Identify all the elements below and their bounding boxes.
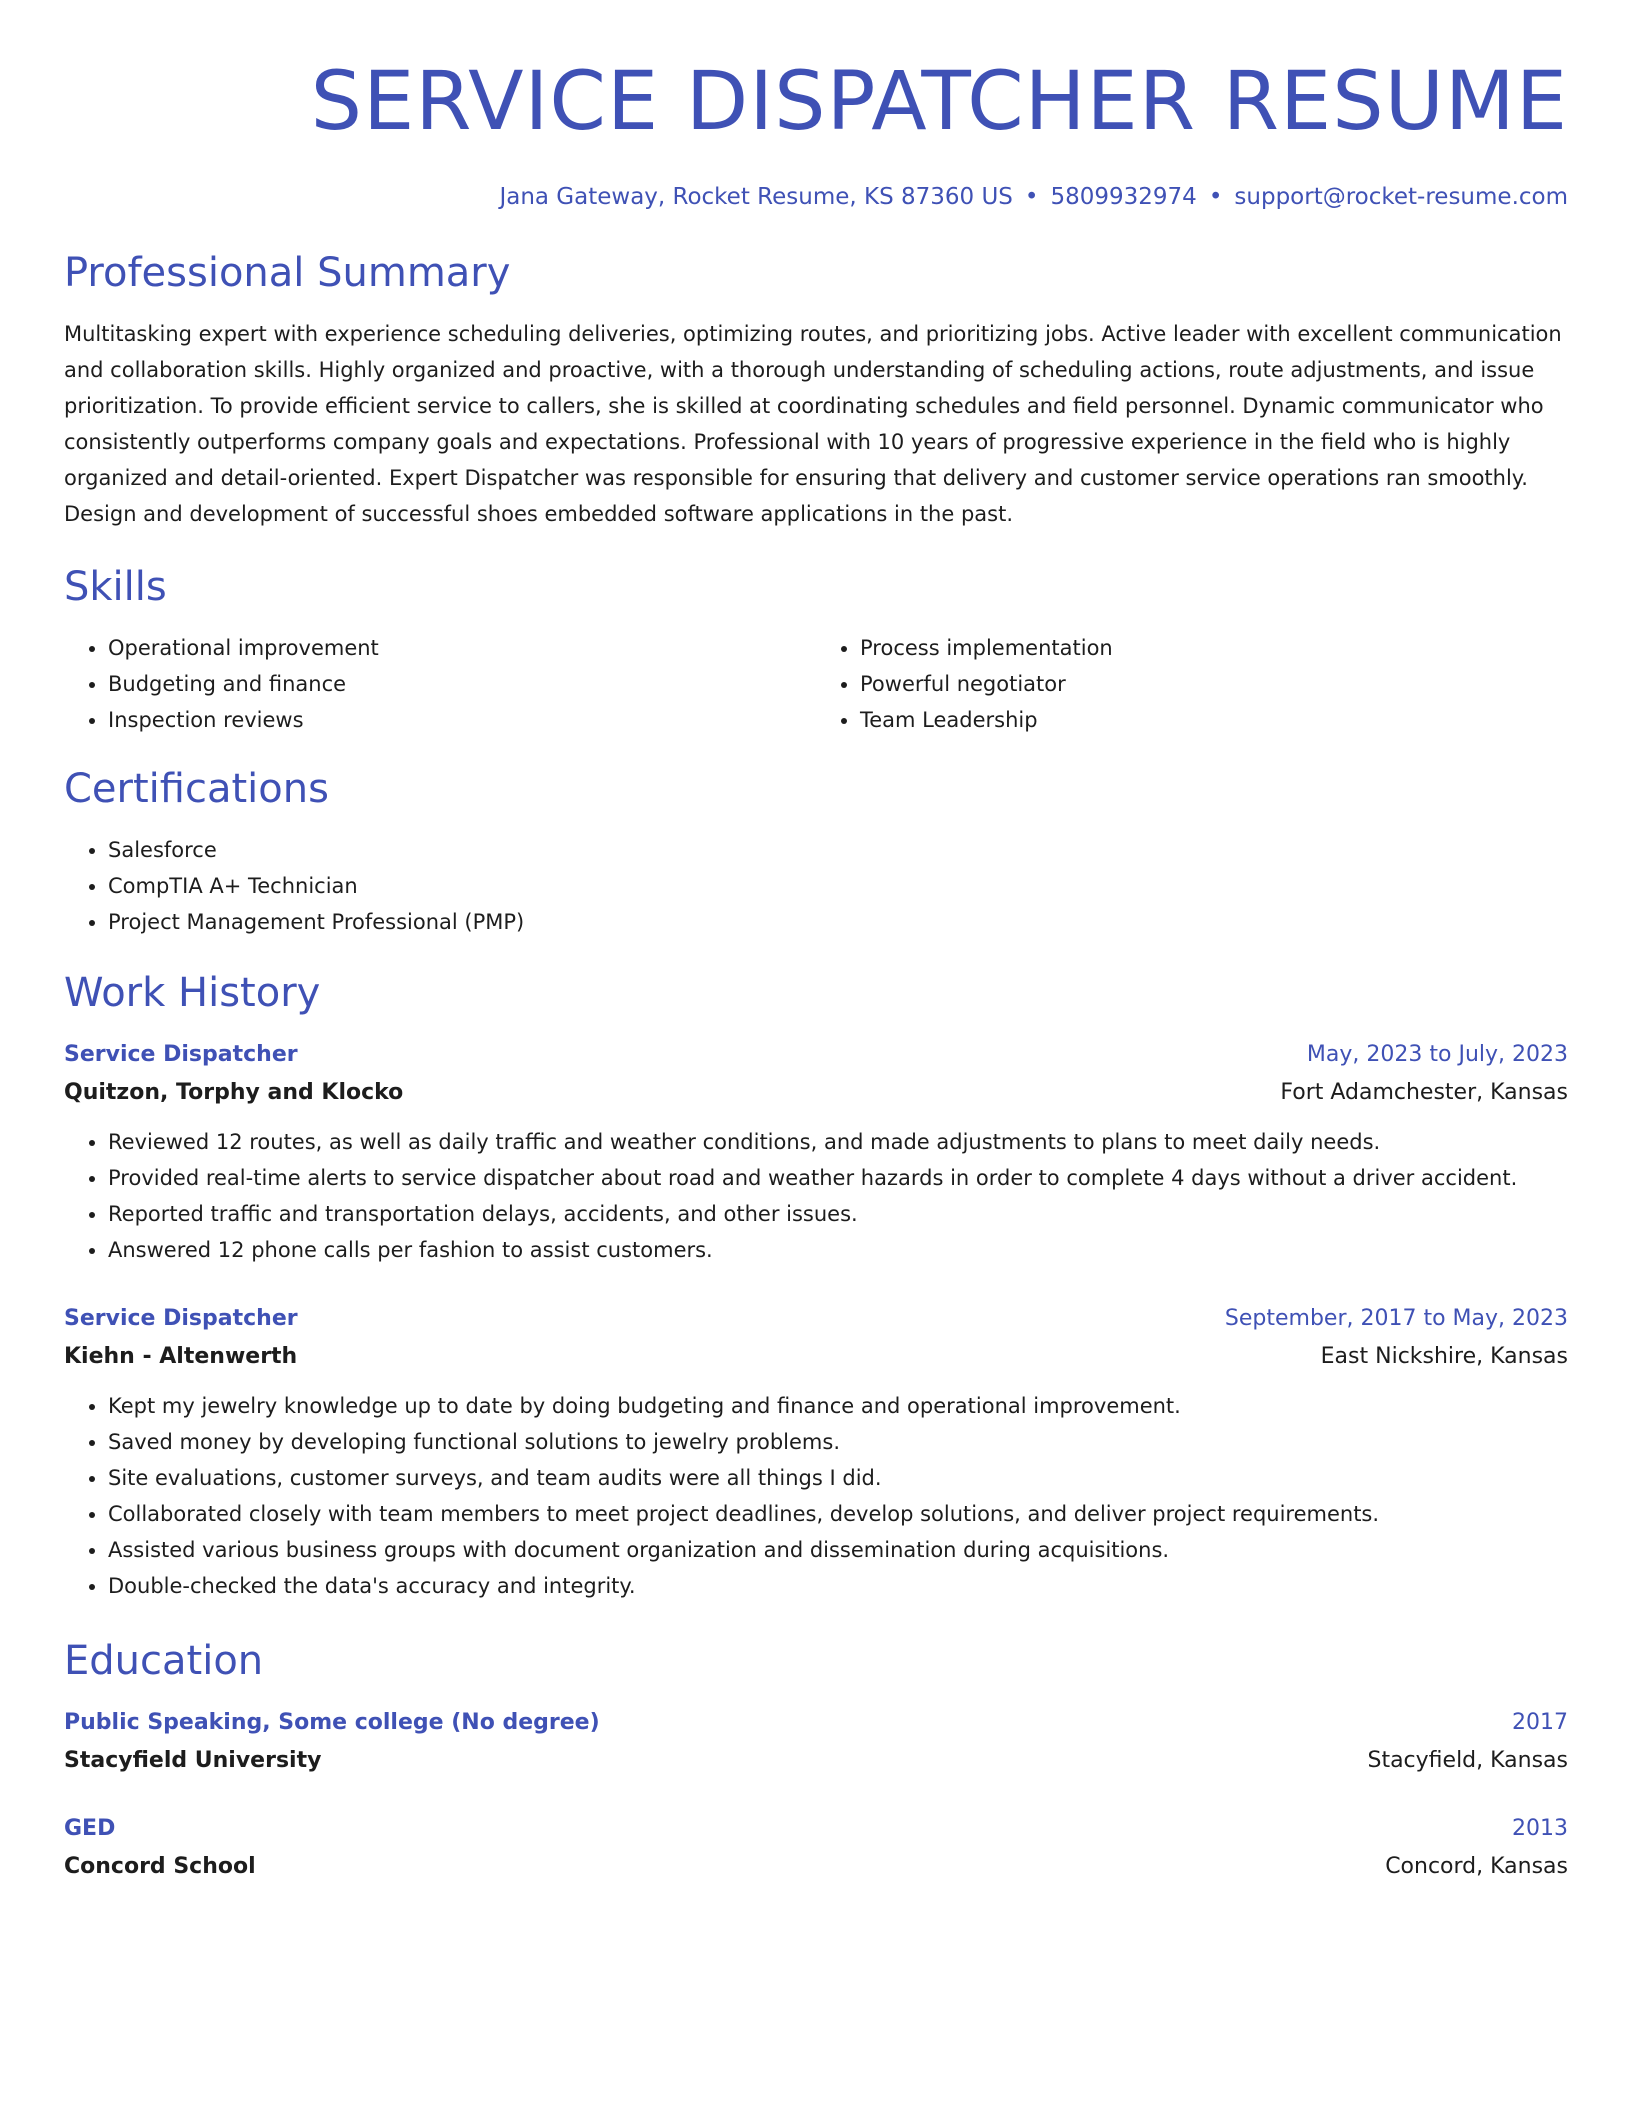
job-detail-item: • Double-checked the data's accuracy and integrity. [108, 1568, 1568, 1604]
job-company-row [64, 1338, 1568, 1376]
skill-item: • Team Leadership [860, 702, 1568, 738]
job-header-row [64, 1300, 1568, 1338]
education-heading: Education [64, 1638, 264, 1684]
skill-item: • Budgeting and finance [108, 666, 816, 702]
contact-line [64, 180, 1568, 214]
education-location: Concord, Kansas [1385, 1854, 1568, 1879]
job-location: East Nickshire, Kansas [1320, 1344, 1568, 1369]
job-header-row [64, 1036, 1568, 1074]
certifications-heading: Certifications [64, 766, 329, 812]
job-detail-item: • Assisted various business groups with document organization and dissemination during acquisitions. [108, 1532, 1568, 1568]
job-detail-item: • Site evaluations, customer surveys, and team audits were all things I did. [108, 1460, 1568, 1496]
summary-heading: Professional Summary [64, 250, 511, 296]
job-detail-item: • Reviewed 12 routes, as well as daily traffic and weather conditions, and made adjustments to plans to meet daily needs. [108, 1124, 1568, 1160]
certifications-list [64, 832, 1568, 940]
job-detail-item: • Saved money by developing functional solutions to jewelry problems. [108, 1424, 1568, 1460]
job-detail-item: • Collaborated closely with team members to meet project deadlines, develop solutions, and deliver project requirements. [108, 1496, 1568, 1532]
skills-heading: Skills [64, 564, 167, 610]
job-location: Fort Adamchester, Kansas [1280, 1080, 1568, 1105]
separator-dot: • [1024, 184, 1039, 210]
job-company: Kiehn - Altenwerth [64, 1344, 298, 1369]
separator-dot: • [1208, 184, 1223, 210]
education-degree: GED [64, 1816, 116, 1841]
education-entry [64, 1704, 1568, 1780]
skill-item: • Process implementation [860, 630, 1568, 666]
education-school-row [64, 1742, 1568, 1780]
education-school: Stacyfield University [64, 1748, 322, 1773]
education-school-row [64, 1848, 1568, 1886]
job-detail-item: • Kept my jewelry knowledge up to date by doing budgeting and finance and operational improvement. [108, 1388, 1568, 1424]
job-company-row [64, 1074, 1568, 1112]
education-header-row [64, 1810, 1568, 1848]
job-detail-item: • Provided real-time alerts to service dispatcher about road and weather hazards in order to complete 4 days without a driver accident. [108, 1160, 1568, 1196]
job-dates: May, 2023 to July, 2023 [1306, 1042, 1568, 1067]
job-company: Quitzon, Torphy and Klocko [64, 1080, 404, 1105]
skill-item: • Inspection reviews [108, 702, 816, 738]
education-degree: Public Speaking, Some college (No degree) [64, 1710, 600, 1735]
education-entry [64, 1810, 1568, 1886]
education-location: Stacyfield, Kansas [1367, 1748, 1568, 1773]
job-entry [64, 1036, 1568, 1268]
job-detail-item: • Answered 12 phone calls per fashion to assist customers. [108, 1232, 1568, 1268]
skills-grid [64, 630, 1568, 738]
resume-title: SERVICE DISPATCHER RESUME [310, 55, 1568, 149]
job-dates: September, 2017 to May, 2023 [1224, 1306, 1568, 1331]
education-header-row [64, 1704, 1568, 1742]
skill-item: • Powerful negotiator [860, 666, 1568, 702]
education-year: 2017 [1512, 1710, 1568, 1735]
skills-list-right [816, 630, 1568, 738]
certification-item: • Project Management Professional (PMP) [108, 904, 1568, 940]
certification-item: • Salesforce [108, 832, 1568, 868]
work-history-heading: Work History [64, 970, 321, 1016]
job-entry [64, 1300, 1568, 1604]
education-year: 2013 [1512, 1816, 1568, 1841]
job-details-list [64, 1124, 1568, 1268]
job-title: Service Dispatcher [64, 1306, 298, 1331]
phone: 5809932974 [1050, 184, 1197, 210]
address: Jana Gateway, Rocket Resume, KS 87360 US [499, 184, 1013, 210]
job-detail-item: • Reported traffic and transportation delays, accidents, and other issues. [108, 1196, 1568, 1232]
skill-item: • Operational improvement [108, 630, 816, 666]
certification-item: • CompTIA A+ Technician [108, 868, 1568, 904]
summary-text: Multitasking expert with experience scheduling deliveries, optimizing routes, and prioritizing jobs. Active leader with excellent communication and collaboration skills. Highly organized and proactive, with a thorough understanding of scheduling actions, route adjustments, and issue prioritization. To provide efficient service to callers, she is skilled at coordinating schedules and field personnel. Dynamic communicator who consistently outperforms company goals and expectations. Professional with 10 years of progressive experience in the field who is highly organized and detail-oriented. Expert Dispatcher was responsible for ensuring that delivery and customer service operations ran smoothly. Design and development of successful shoes embedded software applications in the past. [64, 322, 1562, 526]
education-school: Concord School [64, 1854, 256, 1879]
email-link[interactable]: support@rocket-resume.com [1234, 184, 1568, 210]
job-details-list [64, 1388, 1568, 1604]
skills-list-left [64, 630, 816, 738]
job-title: Service Dispatcher [64, 1042, 298, 1067]
